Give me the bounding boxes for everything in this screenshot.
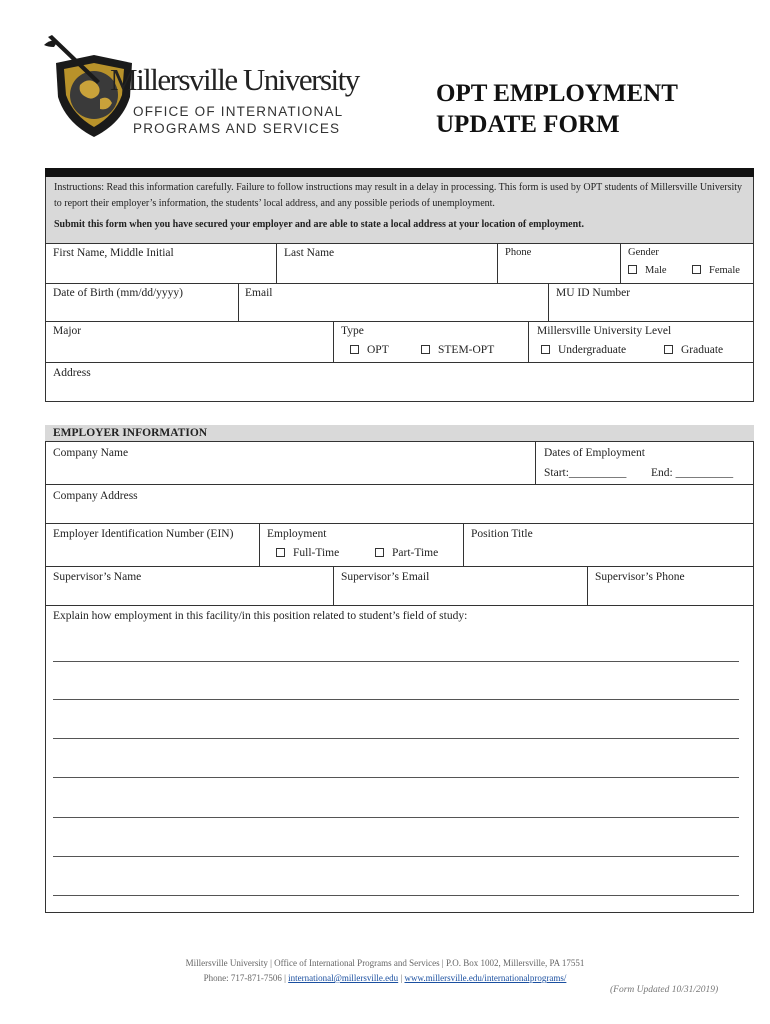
instructions-text: Instructions: Read this information carefully. Failure to follow instructions may result in a delay in processing. This form is used by OPT students of Millersville University to report their employer’s information, the students’ local address, and any possible periods of unemployment. bbox=[54, 182, 743, 209]
position-title-field[interactable]: Position Title bbox=[471, 528, 533, 540]
part-time-checkbox[interactable] bbox=[375, 548, 384, 557]
start-date-field[interactable]: Start:__________ bbox=[544, 467, 627, 479]
footer-phone: Phone: 717-871-7506 | bbox=[203, 973, 289, 983]
office-line-2: PROGRAMS AND SERVICES bbox=[133, 121, 341, 136]
end-date-field[interactable]: End: __________ bbox=[651, 467, 734, 479]
gender-female-option[interactable]: Female bbox=[692, 265, 740, 276]
dates-of-employment-label: Dates of Employment bbox=[544, 447, 645, 459]
company-name-field[interactable]: Company Name bbox=[53, 447, 129, 459]
footer bbox=[0, 956, 770, 986]
major-field[interactable]: Major bbox=[53, 325, 82, 337]
supervisor-phone-field[interactable]: Supervisor’s Phone bbox=[595, 571, 685, 583]
level-label: Millersville University Level bbox=[537, 325, 672, 337]
gender-male-option[interactable]: Male bbox=[628, 265, 667, 276]
gender-label: Gender bbox=[628, 247, 659, 258]
employment-label: Employment bbox=[267, 528, 327, 540]
opt-checkbox[interactable] bbox=[350, 345, 359, 354]
type-stem-opt-option[interactable]: STEM-OPT bbox=[421, 344, 494, 356]
graduate-checkbox[interactable] bbox=[664, 345, 673, 354]
company-address-field[interactable]: Company Address bbox=[53, 490, 138, 502]
supervisor-name-field[interactable]: Supervisor’s Name bbox=[53, 571, 142, 583]
mu-id-field[interactable]: MU ID Number bbox=[556, 287, 631, 299]
employment-full-time-option[interactable]: Full-Time bbox=[276, 547, 339, 559]
title-line-1: OPT EMPLOYMENT bbox=[436, 80, 678, 107]
first-name-field[interactable]: First Name, Middle Initial bbox=[53, 247, 174, 259]
form-title bbox=[436, 78, 678, 140]
field-of-study-explanation-label: Explain how employment in this facility/in this position related to student’s field of study: bbox=[53, 610, 468, 622]
phone-field[interactable]: Phone bbox=[505, 247, 532, 258]
employer-info-table bbox=[45, 425, 754, 913]
footer-website-link[interactable]: www.millersville.edu/internationalprograms/ bbox=[404, 973, 567, 983]
female-checkbox[interactable] bbox=[692, 265, 701, 274]
dob-field[interactable]: Date of Birth (mm/dd/yyyy) bbox=[53, 287, 183, 299]
employment-part-time-option[interactable]: Part-Time bbox=[375, 547, 438, 559]
email-field[interactable]: Email bbox=[245, 287, 273, 299]
footer-contact: Phone: 717-871-7506 | international@millersville.edu | www.millersville.edu/internationalprograms/ bbox=[203, 973, 567, 983]
undergraduate-checkbox[interactable] bbox=[541, 345, 550, 354]
type-label: Type bbox=[341, 325, 364, 337]
supervisor-email-field[interactable]: Supervisor’s Email bbox=[341, 571, 430, 583]
level-graduate-option[interactable]: Graduate bbox=[664, 344, 723, 356]
explanation-line[interactable] bbox=[53, 817, 739, 818]
stem-opt-checkbox[interactable] bbox=[421, 345, 430, 354]
full-time-checkbox[interactable] bbox=[276, 548, 285, 557]
last-name-field[interactable]: Last Name bbox=[284, 247, 335, 259]
male-checkbox[interactable] bbox=[628, 265, 637, 274]
instructions-bold: Submit this form when you have secured your employer and are able to state a local address at your location of employment. bbox=[54, 219, 584, 230]
instructions-box bbox=[45, 177, 754, 244]
address-field[interactable]: Address bbox=[53, 367, 91, 379]
explanation-line[interactable] bbox=[53, 777, 739, 778]
employer-section-heading: EMPLOYER INFORMATION bbox=[45, 425, 754, 442]
office-name bbox=[133, 103, 343, 137]
explanation-line[interactable] bbox=[53, 738, 739, 739]
explanation-line[interactable] bbox=[53, 699, 739, 700]
explanation-line[interactable] bbox=[53, 661, 739, 662]
footer-email-link[interactable]: international@millersville.edu bbox=[288, 973, 399, 983]
footer-address: Millersville University | Office of International Programs and Services | P.O. Box 1002, Millersville, PA 17551 bbox=[185, 958, 585, 968]
header-divider-bar bbox=[45, 168, 754, 177]
explanation-line[interactable] bbox=[53, 856, 739, 857]
form-updated-date: (Form Updated 10/31/2019) bbox=[610, 985, 719, 995]
office-line-1: OFFICE OF INTERNATIONAL bbox=[133, 104, 344, 119]
ein-field[interactable]: Employer Identification Number (EIN) bbox=[53, 528, 234, 540]
type-opt-option[interactable]: OPT bbox=[350, 344, 389, 356]
university-name: Millersville University bbox=[110, 62, 359, 97]
title-line-2: UPDATE FORM bbox=[436, 111, 620, 138]
explanation-line[interactable] bbox=[53, 895, 739, 896]
level-undergraduate-option[interactable]: Undergraduate bbox=[541, 344, 626, 356]
